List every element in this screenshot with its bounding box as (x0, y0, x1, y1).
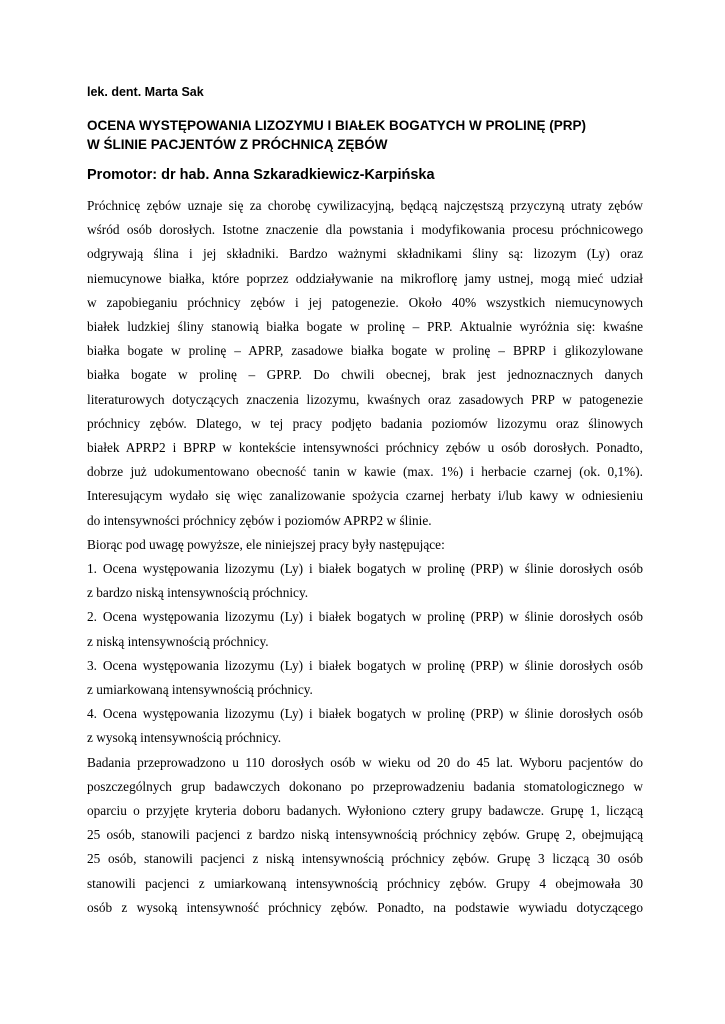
promotor-line: Promotor: dr hab. Anna Szkaradkiewicz-Karpińska (87, 167, 435, 183)
body-line: do intensywności próchnicy zębów i poziomów APRP2 w ślinie. (87, 512, 432, 528)
body-line: Interesującym wydało się więc zanalizowanie spożycia czarnej herbaty i/lub kawy w odniesieniu (87, 488, 643, 504)
list-item-4-cont: z wysoką intensywnością próchnicy. (87, 730, 282, 746)
body-line: osób z wysoką intensywność próchnicy zębów. Ponadto, na podstawie wywiadu dotyczącego (87, 899, 643, 915)
document-title (87, 116, 643, 154)
list-item-1-cont: z bardzo niską intensywnością próchnicy. (87, 585, 309, 601)
list-item-2: 2. Ocena występowania lizozymu (Ly) i białek bogatych w prolinę (PRP) w ślinie dorosłych osób (87, 609, 643, 625)
list-item-2-cont: z niską intensywnością próchnicy. (87, 633, 269, 649)
list-item-3: 3. Ocena występowania lizozymu (Ly) i białek bogatych w prolinę (PRP) w ślinie dorosłych osób (87, 657, 643, 673)
body-line: Biorąc pod uwagę powyższe, ele niniejszej pracy były następujące: (87, 536, 445, 552)
body-line: w zapobieganiu próchnicy zębów i jej patogenezie. Około 40% wszystkich niemucynowych (87, 294, 643, 310)
title-line: W ŚLINIE PACJENTÓW Z PRÓCHNICĄ ZĘBÓW (87, 137, 388, 152)
body-line: oparciu o przyjęte kryteria doboru badanych. Wyłoniono cztery grupy badawcze. Grupę 1, liczącą (87, 803, 643, 819)
body-line: białek ludzkiej śliny stanowią białka bogate w prolinę – PRP. Aktualnie wyróżnia się: kwaśne (87, 319, 643, 335)
body-line: Badania przeprowadzono u 110 dorosłych osób w wieku od 20 do 45 lat. Wyboru pacjentów do (87, 754, 643, 770)
abstract-body (87, 194, 643, 920)
body-line: niemucynowe białka, które poprzez oddziaływanie na mikroflorę jamy ustnej, mogą mieć udział (87, 270, 643, 286)
body-line: literaturowych dotyczących znaczenia lizozymu, kwaśnych oraz zasadowych PRP w patogenezie (87, 391, 643, 407)
list-item-4: 4. Ocena występowania lizozymu (Ly) i białek bogatych w prolinę (PRP) w ślinie dorosłych osób (87, 706, 643, 722)
list-item-1: 1. Ocena występowania lizozymu (Ly) i białek bogatych w prolinę (PRP) w ślinie dorosłych osób (87, 561, 643, 577)
body-line: 25 osób, stanowili pacjenci z bardzo niską intensywnością próchnicy zębów. Grupę 2, obejmującą (87, 827, 643, 843)
body-line: dobrze już udokumentowano obecność tanin w kawie (max. 1%) i herbacie czarnej (ok. 0,1%). (87, 464, 643, 480)
author-name: lek. dent. Marta Sak (87, 85, 204, 99)
body-line: białek APRP2 i BPRP w kontekście intensywności próchnicy zębów u osób dorosłych. Ponadto, (87, 440, 643, 456)
body-line: 25 osób, stanowili pacjenci z niską intensywnością próchnicy zębów. Grupę 3 liczącą 30 osób (87, 851, 643, 867)
body-line: wśród osób dorosłych. Istotne znaczenie dla powstania i modyfikowania procesu próchnicowego (87, 222, 643, 238)
title-line: OCENA WYSTĘPOWANIA LIZOZYMU I BIAŁEK BOGATYCH W PROLINĘ (PRP) (87, 118, 586, 133)
document-page (87, 84, 643, 920)
body-line: odgrywają ślina i jej składniki. Bardzo ważnymi składnikami śliny są: lizozym (Ly) oraz (87, 246, 643, 262)
list-item-3-cont: z umiarkowaną intensywnością próchnicy. (87, 682, 313, 698)
body-line: stanowili pacjenci z umiarkowaną intensywnością próchnicy zębów. Grupy 4 obejmowała 30 (87, 875, 643, 891)
body-line: Próchnicę zębów uznaje się za chorobę cywilizacyjną, będącą najczęstszą przyczyną utraty zębów (87, 198, 643, 213)
body-line: białka bogate w prolinę – GPRP. Do chwili obecnej, brak jest jednoznacznych danych (87, 367, 643, 383)
body-line: białka bogate w prolinę – APRP, zasadowe białka bogate w prolinę – BPRP i glikozylowane (87, 343, 643, 359)
body-line: poszczególnych grup badawczych dokonano po przeprowadzeniu badania stomatologicznego w (87, 778, 643, 794)
body-line: próchnicy zębów. Dlatego, w tej pracy podjęto badania poziomów lizozymu oraz ślinowych (87, 415, 643, 431)
